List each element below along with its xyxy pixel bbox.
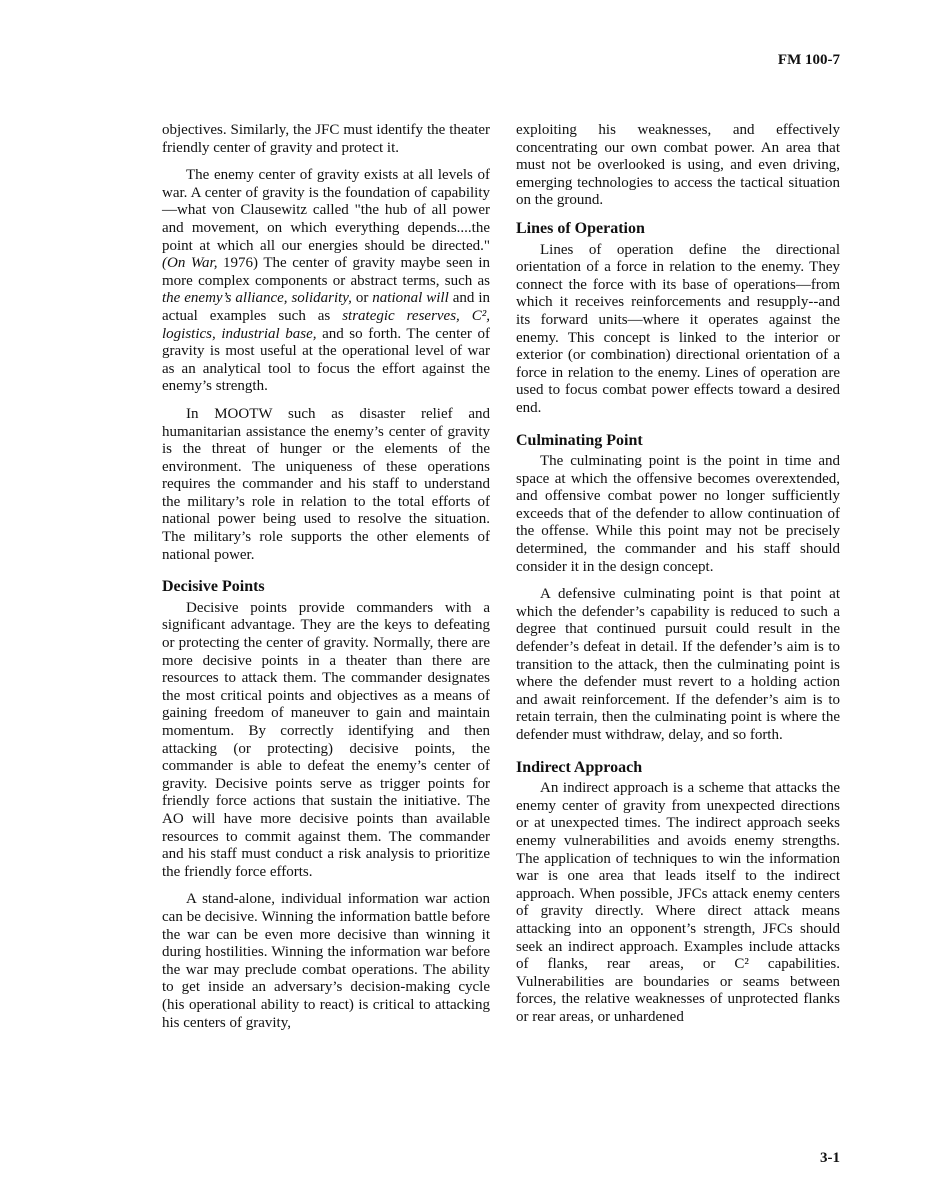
paragraph: objectives. Similarly, the JFC must identify the theater friendly center of gravity and protect it.	[162, 122, 490, 156]
page-number: 3-1	[820, 1150, 840, 1166]
text-span: or	[355, 290, 369, 307]
section-heading-indirect-approach: Indirect Approach	[516, 758, 643, 776]
paragraph: A stand-alone, individual information war action can be decisive. Winning the information battle before the war can be even more decisive than winning it during hostilities. Winning the information war before the war may preclude combat operations. The ability to get inside an adversary’s decision-making cycle (his operational ability to react) is critical to attacking his centers of gravity,	[162, 891, 490, 1031]
section-heading-lines-of-operation: Lines of Operation	[516, 219, 645, 237]
italic-text: national will	[372, 290, 449, 307]
text-span: and in actual examples such as	[162, 290, 490, 324]
left-column	[162, 122, 490, 1042]
paragraph: In MOOTW such as disaster relief and humanitarian assistance the enemy’s center of gravity is the threat of hunger or the elements of the environment. The uniqueness of these operations requires the commander and his staff to understand the military’s role in relation to the total efforts of national power being used to resolve the situation. The military’s role supports the other elements of national power.	[162, 405, 490, 563]
italic-text: the enemy’s alliance, solidarity,	[162, 290, 352, 307]
paragraph: exploiting his weaknesses, and effectively concentrating our own combat power. An area that must not be overlooked is using, and even driving, emerging technologies to access the tactical situation on the ground.	[516, 122, 840, 209]
italic-text: strategic reserves, C², logistics, industrial base,	[162, 307, 490, 342]
paragraph: An indirect approach is a scheme that attacks the enemy center of gravity from unexpected directions or at unexpected times. The indirect approach seeks enemy vulnerabilities and avoids enemy strengths. The application of techniques to win the information war is one area that leads itself to the indirect approach. When possible, JFCs attack enemy centers of gravity directly. Where direct attack means attacking into an opponent’s strength, JFCs should seek an indirect approach. Examples include attacks of flanks, rear areas, or C² capabilities. Vulnerabilities are boundaries or seams between forces, the relative weaknesses of unprotected flanks or rear areas, or unhardened	[516, 780, 840, 1025]
text-span: The enemy center of gravity exists at all levels of war. A center of gravity is the foundation of capability—what von Clausewitz called "the hub of all power and movement, on which everything depends....the point at which all our energies should be directed."	[162, 167, 490, 254]
text-span: 1976) The center of gravity maybe seen in more complex components or abstract terms, such as	[162, 255, 491, 289]
paragraph: A defensive culminating point is that point at which the defender’s capability is reduced to such a degree that continued pursuit could result in the defender’s defeat in detail. If the defender’s aim is to transition to the attack, then the culminating point is where the defender must revert to a holding action and await reinforcement. If the defender’s aim is to retain terrain, then the culminating point is where the defender must withdraw, delay, and so forth.	[516, 586, 840, 743]
section-heading-culminating-point: Culminating Point	[516, 431, 643, 449]
right-column	[516, 122, 840, 1037]
paragraph	[162, 167, 490, 396]
paragraph: Decisive points provide commanders with a significant advantage. They are the keys to defeating or protecting the center of gravity. Normally, there are more decisive points in a theater than there are resources to attack them. The commander designates the most critical points and objectives as a means of gaining freedom of maneuver to gain and maintain momentum. By correctly identifying and then attacking (or protecting) decisive points, the commander is able to defeat the enemy’s center of gravity. Decisive points serve as trigger points for friendly force actions that sustain the initiative. The AO will have more decisive points than available resources to commit against them. The commander and his staff must conduct a risk analysis to prioritize the friendly force efforts.	[162, 599, 490, 880]
document-id-header: FM 100-7	[777, 52, 840, 68]
text-span: and so forth. The center of gravity is most useful at the operational level of war as an analytical tool to focus the effort against the enemy’s strength.	[162, 325, 490, 395]
section-heading-decisive-points: Decisive Points	[162, 578, 265, 596]
citation: (On War,	[162, 255, 218, 272]
paragraph: The culminating point is the point in time and space at which the offensive becomes overextended, and offensive combat power no longer sufficiently exceeds that of the defender to allow continuation of the offense. While this point may not be precisely determined, the commander and his staff should consider it in the design concept.	[516, 453, 840, 575]
paragraph: Lines of operation define the directional orientation of a force in relation to the enemy. They connect the force with its base of operations—from which it receives reinforcements and resupply--and its forward units—where it operates against the enemy. This concept is linked to the interior or exterior (or combination) directional orientation of a force in relation to the enemy. Lines of operation are used to focus combat power effects toward a desired end.	[516, 241, 840, 416]
